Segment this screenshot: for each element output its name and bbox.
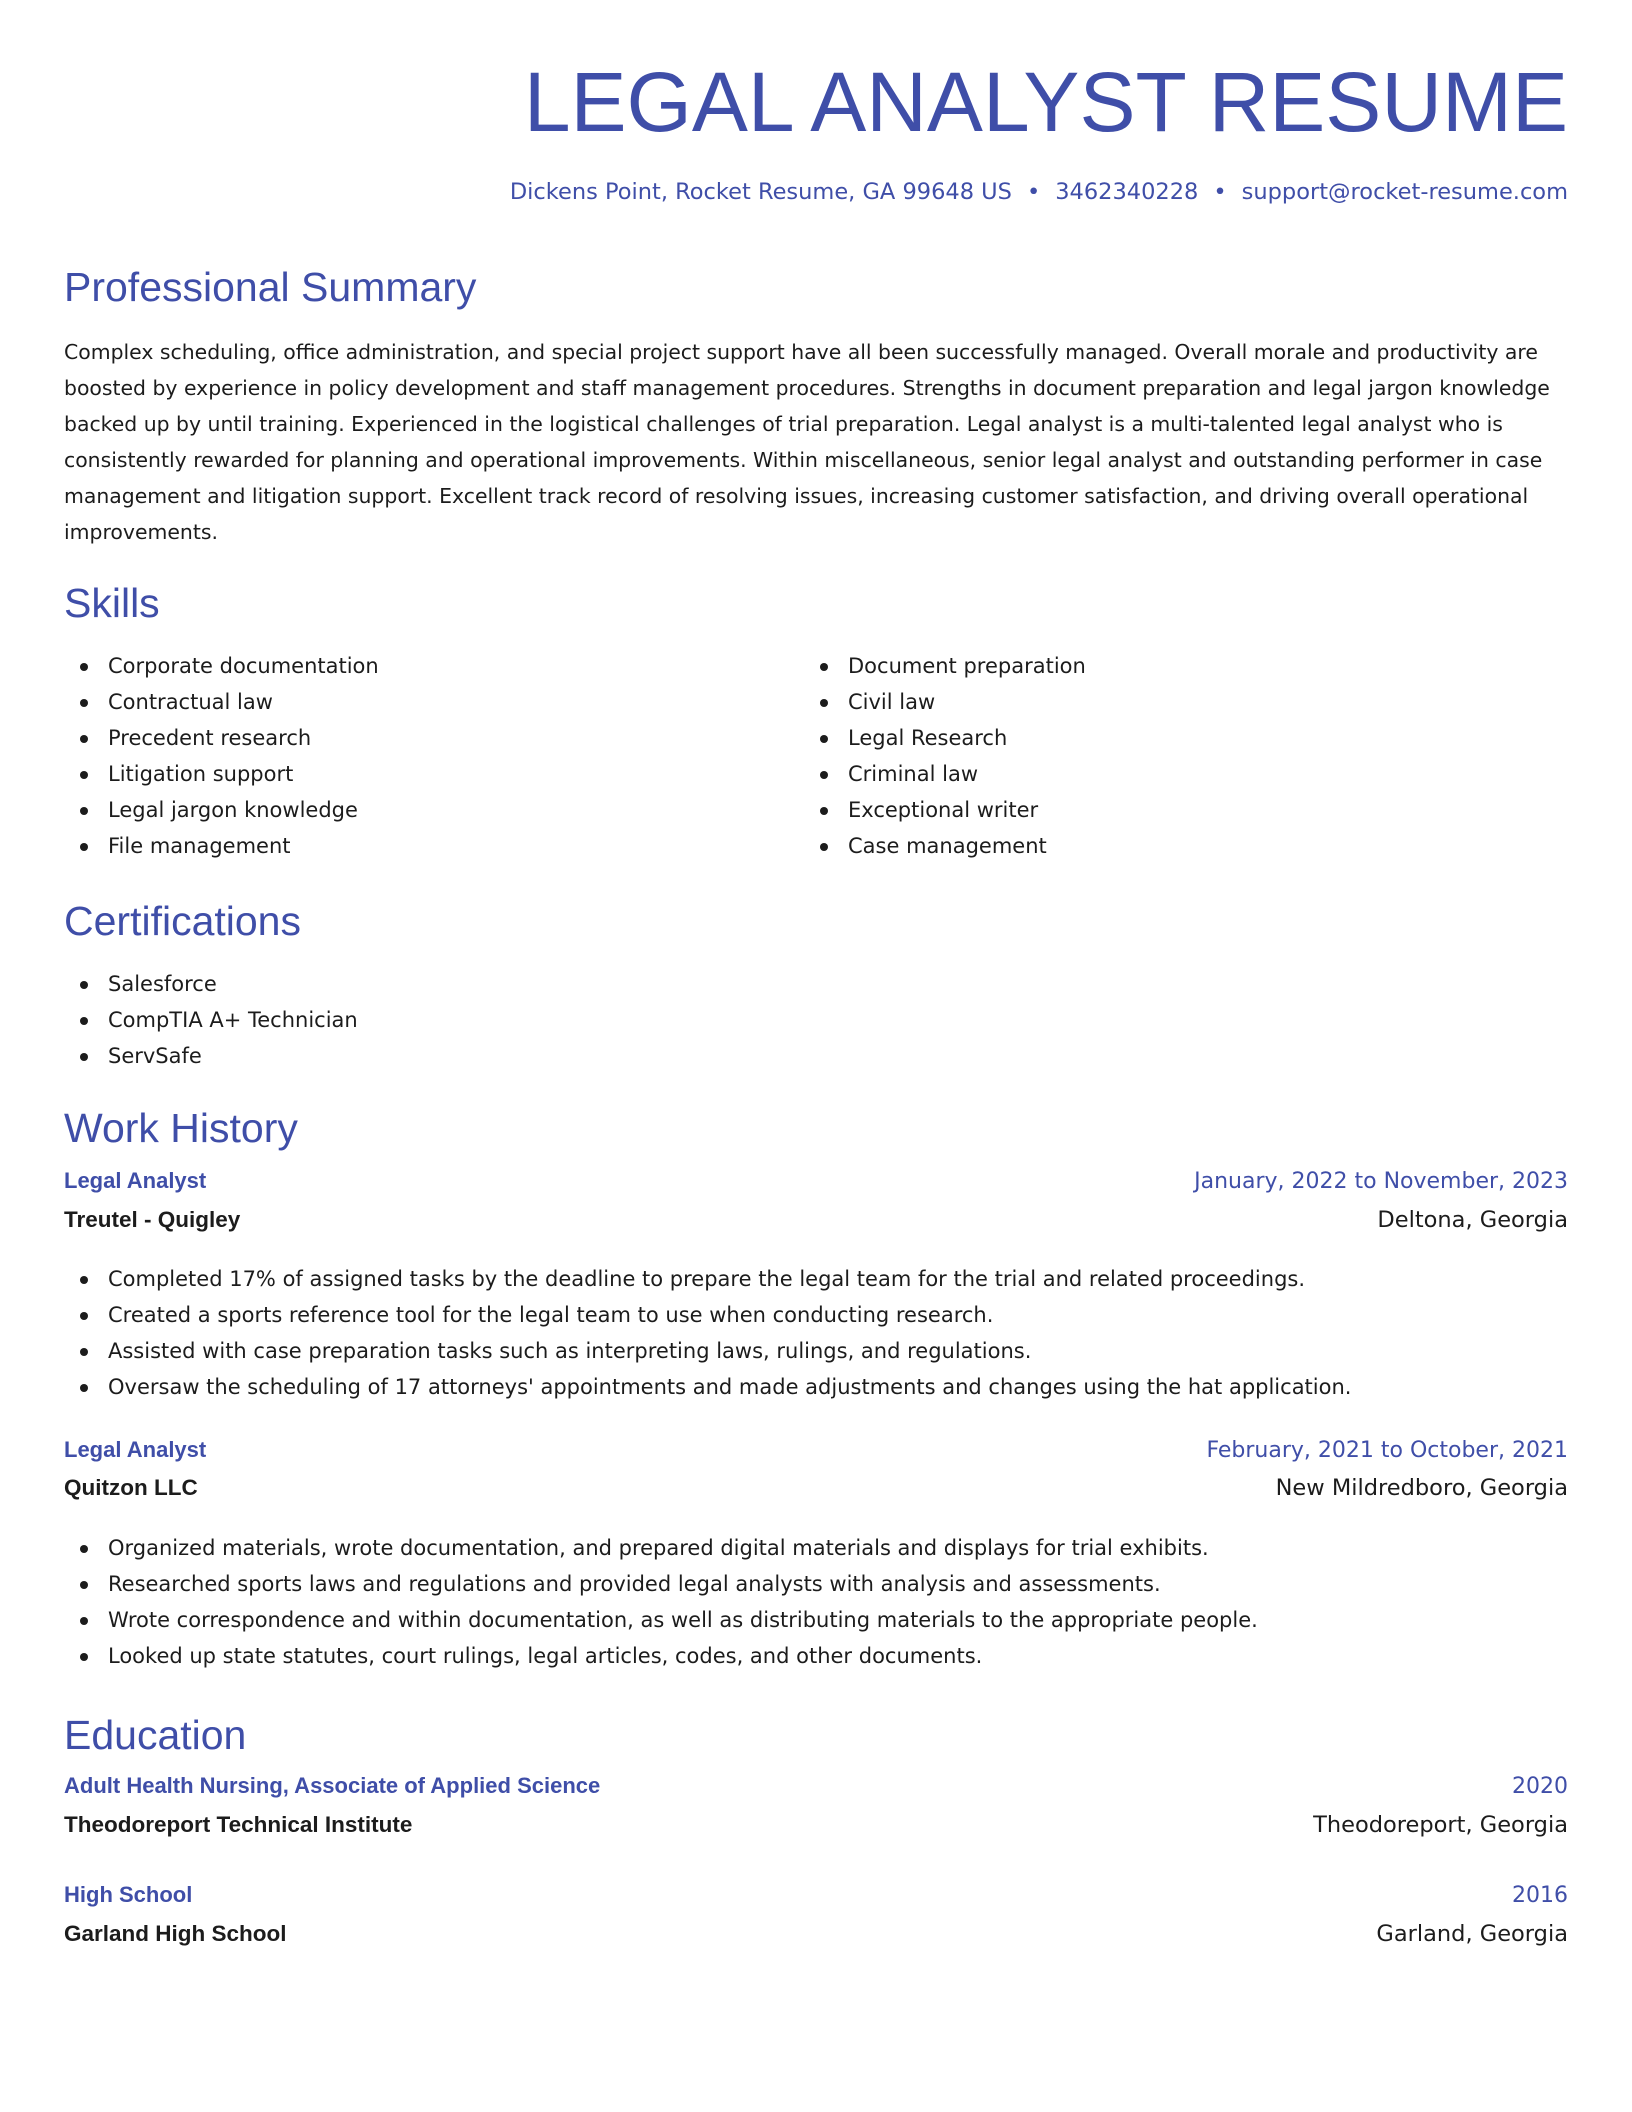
resume-title: LEGAL ANALYST RESUME [523,55,1568,149]
education-school: Theodoreport Technical Institute [64,1812,413,1837]
certifications-list [64,966,764,1074]
summary-text: Complex scheduling, office administration, and special project support have all been successfully managed. Overall morale and productivity are boosted by experience in policy development and staff management procedures. Strengths in document preparation and legal jargon knowledge backed up by until training. Experienced in the logistical challenges of trial preparation. Legal analyst is a multi-talented legal analyst who is consistently rewarded for planning and operational improvements. Within miscellaneous, senior legal analyst and outstanding performer in case management and litigation support. Excellent track record of resolving issues, increasing customer satisfaction, and driving overall operational improvements. [64,340,1550,544]
education-location: Theodoreport, Georgia [1313,1812,1568,1838]
job-bullet: Assisted with case preparation tasks such as interpreting laws, rulings, and regulations. [64,1333,1568,1369]
education-school-row [64,1812,1568,1838]
certification-item: CompTIA A+ Technician [64,1002,764,1038]
job-bullet: Completed 17% of assigned tasks by the deadline to prepare the legal team for the trial and related proceedings. [64,1261,1568,1297]
skill-item: Criminal law [804,756,1544,792]
job-bullets [64,1530,1568,1674]
job-company-row [64,1207,1568,1233]
section-title-education: Education [64,1712,247,1758]
skill-item: Exceptional writer [804,792,1544,828]
job-dates: February, 2021 to October, 2021 [1206,1438,1568,1463]
education-header [64,1773,1568,1799]
contact-separator: • [1213,179,1227,205]
job-header [64,1168,1568,1194]
education-header [64,1882,1568,1908]
education-year: 2020 [1512,1774,1568,1799]
skills-grid [64,648,1568,864]
job-bullet: Organized materials, wrote documentation, and prepared digital materials and displays for trial exhibits. [64,1530,1568,1566]
section-title-summary: Professional Summary [64,264,477,310]
skill-item: File management [64,828,804,864]
certification-item: ServSafe [64,1038,764,1074]
skill-item: Corporate documentation [64,648,804,684]
skill-item: Document preparation [804,648,1544,684]
skill-item: Precedent research [64,720,804,756]
education-year: 2016 [1512,1883,1568,1908]
job-bullet: Researched sports laws and regulations and provided legal analysts with analysis and assessments. [64,1566,1568,1602]
contact-phone: 3462340228 [1055,179,1199,205]
skills-list-left [64,648,804,864]
skill-item: Legal jargon knowledge [64,792,804,828]
skill-item: Contractual law [64,684,804,720]
education-degree: High School [64,1882,193,1907]
section-title-certifications: Certifications [64,898,301,944]
job-company-row [64,1475,1568,1501]
contact-separator: • [1026,179,1041,205]
education-degree: Adult Health Nursing, Associate of Applied Science [64,1773,601,1798]
contact-line [510,176,1568,208]
certification-item: Salesforce [64,966,764,1002]
section-title-skills: Skills [64,580,160,626]
job-bullet: Oversaw the scheduling of 17 attorneys' appointments and made adjustments and changes using the hat application. [64,1369,1568,1405]
contact-email: support@rocket-resume.com [1241,179,1568,205]
job-company: Quitzon LLC [64,1475,198,1500]
skills-list-right [804,648,1544,864]
contact-address: Dickens Point, Rocket Resume, GA 99648 US [509,179,1012,205]
section-title-work-history: Work History [64,1105,298,1151]
education-location: Garland, Georgia [1376,1921,1568,1947]
job-dates: January, 2022 to November, 2023 [1194,1169,1568,1194]
job-company: Treutel - Quigley [64,1207,241,1232]
skill-item: Litigation support [64,756,804,792]
job-bullet: Wrote correspondence and within documentation, as well as distributing materials to the appropriate people. [64,1602,1568,1638]
job-header [64,1437,1568,1463]
job-role: Legal Analyst [64,1437,207,1462]
job-bullet: Looked up state statutes, court rulings, legal articles, codes, and other documents. [64,1638,1568,1674]
skill-item: Legal Research [804,720,1544,756]
job-location: Deltona, Georgia [1377,1207,1568,1233]
job-bullets [64,1261,1568,1405]
job-location: New Mildredboro, Georgia [1275,1475,1568,1501]
education-school-row [64,1921,1568,1947]
job-role: Legal Analyst [64,1168,207,1193]
job-bullet: Created a sports reference tool for the legal team to use when conducting research. [64,1297,1568,1333]
skill-item: Civil law [804,684,1544,720]
skill-item: Case management [804,828,1544,864]
education-school: Garland High School [64,1921,287,1946]
